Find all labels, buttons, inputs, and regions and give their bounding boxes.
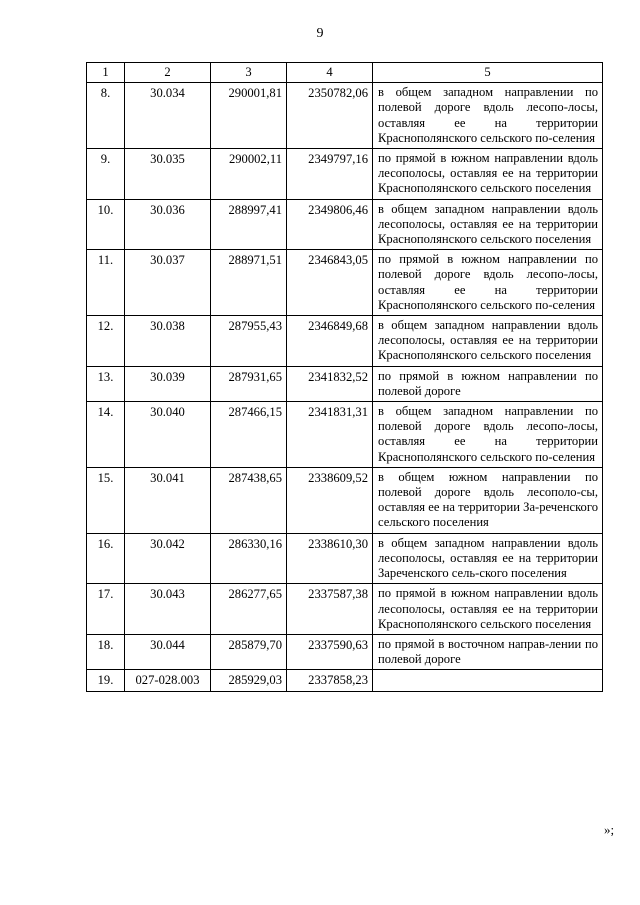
x-coordinate-cell: 285929,03 <box>211 670 287 691</box>
description-cell: по прямой в южном направлении вдоль лесополосы, оставляя ее на территории Краснополянского сельского поселения <box>373 584 603 635</box>
description-cell <box>373 670 603 691</box>
table-row <box>87 584 603 635</box>
point-code-cell: 027-028.003 <box>125 670 211 691</box>
table-row <box>87 250 603 316</box>
row-number-cell: 16. <box>87 533 125 584</box>
row-number-cell: 15. <box>87 467 125 533</box>
row-number-cell: 13. <box>87 366 125 401</box>
description-cell: в общем западном направлении вдоль лесополосы, оставляя ее на территории Зареченского сель-ского поселения <box>373 533 603 584</box>
table-row <box>87 467 603 533</box>
x-coordinate-cell: 286330,16 <box>211 533 287 584</box>
description-cell: по прямой в южном направлении вдоль лесополосы, оставляя ее на территории Краснополянского сельского поселения <box>373 149 603 200</box>
point-code-cell: 30.040 <box>125 402 211 468</box>
y-coordinate-cell: 2337587,38 <box>287 584 373 635</box>
x-coordinate-cell: 288997,41 <box>211 199 287 250</box>
point-code-cell: 30.041 <box>125 467 211 533</box>
y-coordinate-cell: 2350782,06 <box>287 83 373 149</box>
description-cell: по прямой в восточном направ-лении по полевой дороге <box>373 634 603 669</box>
row-number-cell: 12. <box>87 316 125 367</box>
point-code-cell: 30.035 <box>125 149 211 200</box>
header-cell-2: 2 <box>125 63 211 83</box>
table-row <box>87 402 603 468</box>
header-cell-4: 4 <box>287 63 373 83</box>
point-code-cell: 30.042 <box>125 533 211 584</box>
x-coordinate-cell: 285879,70 <box>211 634 287 669</box>
x-coordinate-cell: 288971,51 <box>211 250 287 316</box>
x-coordinate-cell: 287931,65 <box>211 366 287 401</box>
y-coordinate-cell: 2337858,23 <box>287 670 373 691</box>
row-number-cell: 18. <box>87 634 125 669</box>
row-number-cell: 14. <box>87 402 125 468</box>
point-code-cell: 30.034 <box>125 83 211 149</box>
header-cell-5: 5 <box>373 63 603 83</box>
table-row <box>87 366 603 401</box>
description-cell: по прямой в южном направлении по полевой дороге вдоль лесопо-лосы, оставляя ее на территории Краснополянского сельского по-селения <box>373 250 603 316</box>
y-coordinate-cell: 2341831,31 <box>287 402 373 468</box>
y-coordinate-cell: 2349806,46 <box>287 199 373 250</box>
row-number-cell: 17. <box>87 584 125 635</box>
point-code-cell: 30.037 <box>125 250 211 316</box>
description-cell: в общем западном направлении по полевой дороге вдоль лесопо-лосы, оставляя ее на территории Краснополянского сельского по-селения <box>373 402 603 468</box>
y-coordinate-cell: 2338610,30 <box>287 533 373 584</box>
closing-quote-mark: »; <box>604 822 615 837</box>
x-coordinate-cell: 290002,11 <box>211 149 287 200</box>
description-cell: в общем южном направлении по полевой дороге вдоль лесополо-сы, оставляя ее на территории За-реченского сельского поселения <box>373 467 603 533</box>
point-code-cell: 30.038 <box>125 316 211 367</box>
header-cell-1: 1 <box>87 63 125 83</box>
row-number-cell: 10. <box>87 199 125 250</box>
y-coordinate-cell: 2346849,68 <box>287 316 373 367</box>
boundary-points-table <box>86 62 603 692</box>
table-row <box>87 199 603 250</box>
row-number-cell: 8. <box>87 83 125 149</box>
y-coordinate-cell: 2349797,16 <box>287 149 373 200</box>
x-coordinate-cell: 286277,65 <box>211 584 287 635</box>
table-row <box>87 316 603 367</box>
table-row <box>87 634 603 669</box>
table-body <box>87 63 603 692</box>
x-coordinate-cell: 287955,43 <box>211 316 287 367</box>
page-number: 9 <box>316 26 324 41</box>
table-row <box>87 83 603 149</box>
table-row <box>87 533 603 584</box>
point-code-cell: 30.036 <box>125 199 211 250</box>
point-code-cell: 30.039 <box>125 366 211 401</box>
x-coordinate-cell: 287438,65 <box>211 467 287 533</box>
description-cell: в общем западном направлении по полевой дороге вдоль лесопо-лосы, оставляя ее на территории Краснополянского сельского по-селения <box>373 83 603 149</box>
y-coordinate-cell: 2341832,52 <box>287 366 373 401</box>
y-coordinate-cell: 2346843,05 <box>287 250 373 316</box>
row-number-cell: 9. <box>87 149 125 200</box>
description-cell: в общем западном направлении вдоль лесополосы, оставляя ее на территории Краснополянского сельского поселения <box>373 316 603 367</box>
y-coordinate-cell: 2338609,52 <box>287 467 373 533</box>
y-coordinate-cell: 2337590,63 <box>287 634 373 669</box>
x-coordinate-cell: 290001,81 <box>211 83 287 149</box>
description-cell: в общем западном направлении вдоль лесополосы, оставляя ее на территории Краснополянского сельского поселения <box>373 199 603 250</box>
row-number-cell: 19. <box>87 670 125 691</box>
table-row <box>87 670 603 691</box>
x-coordinate-cell: 287466,15 <box>211 402 287 468</box>
description-cell: по прямой в южном направлении по полевой дороге <box>373 366 603 401</box>
table-header-row <box>87 63 603 83</box>
header-cell-3: 3 <box>211 63 287 83</box>
point-code-cell: 30.043 <box>125 584 211 635</box>
row-number-cell: 11. <box>87 250 125 316</box>
table-row <box>87 149 603 200</box>
point-code-cell: 30.044 <box>125 634 211 669</box>
